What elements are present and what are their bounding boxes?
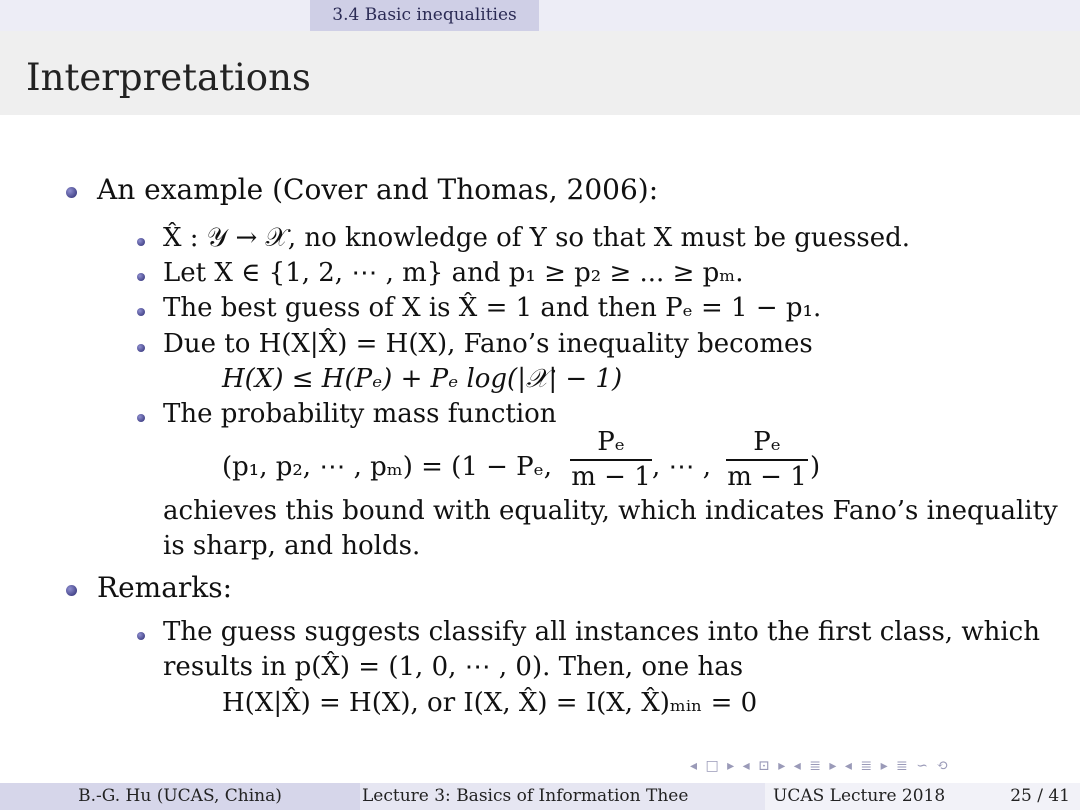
bullet-icon [137, 273, 145, 281]
sub-item-fano: Due to H(X|X̂) = H(X), Fano’s inequality becomes [163, 329, 813, 359]
pmf-separator: , ⋯ , [652, 452, 712, 482]
footer-venue: UCAS Lecture 2018 [765, 783, 1080, 810]
bullet-icon [137, 632, 145, 640]
sub-item-let: Let X ∈ {1, 2, ⋯ , m} and p₁ ≥ p₂ ≥ ... ≥ pₘ. [163, 258, 744, 288]
pmf-fraction-1 [570, 427, 652, 492]
fraction-numerator: Pₑ [753, 427, 781, 457]
beamer-navigation-icons[interactable]: ◂ □ ▸ ◂ ⊡ ▸ ◂ ≣ ▸ ◂ ≣ ▸ ≣ ∽ ⟲ [690, 758, 951, 774]
section-tab[interactable]: 3.4 Basic inequalities [310, 0, 539, 31]
bullet-icon [66, 187, 77, 198]
bullet-icon [137, 308, 145, 316]
pmf-fraction-2 [726, 427, 808, 492]
fraction-bar [726, 459, 808, 461]
remark-guess: The guess suggests classify all instances into the first class, which [163, 617, 1040, 647]
bullet-example: An example (Cover and Thomas, 2006): [97, 173, 659, 206]
fraction-denominator: m − 1 [571, 461, 651, 492]
footer-lecture: Lecture 3: Basics of Information Thee [360, 783, 767, 810]
bullet-icon [66, 585, 77, 596]
fraction-denominator: m − 1 [727, 461, 807, 492]
bullet-icon [137, 344, 145, 352]
slide-title: Interpretations [26, 56, 311, 99]
pmf-left: (p₁, p₂, ⋯ , pₘ) = (1 − Pₑ, [222, 452, 553, 482]
pmf-close: ) [810, 452, 821, 482]
bullet-icon [137, 238, 145, 246]
fraction-numerator: Pₑ [597, 427, 625, 457]
sub-item-best-guess: The best guess of X is X̂ = 1 and then Pₑ = 1 − p₁. [163, 293, 822, 323]
footer-author: B.-G. Hu (UCAS, China) [0, 783, 360, 810]
remark-results: results in p(X̂) = (1, 0, ⋯ , 0). Then, one has [163, 652, 744, 682]
bullet-icon [137, 414, 145, 422]
sub-item-pmf: The probability mass function [163, 399, 557, 429]
remark-equation: H(X|X̂) = H(X), or I(X, X̂) = I(X, X̂)ₘᵢₙ = 0 [222, 688, 758, 718]
footer-page: 25 / 41 [1010, 786, 1070, 806]
sub-item-sharp: is sharp, and holds. [163, 531, 421, 561]
bullet-remarks: Remarks: [97, 571, 233, 604]
sub-item-achieves: achieves this bound with equality, which indicates Fano’s inequality [163, 496, 1058, 526]
fano-equation: H(X) ≤ H(Pₑ) + Pₑ log(|𝒳| − 1) [222, 364, 623, 394]
footer-bar [0, 783, 1080, 810]
fraction-bar [570, 459, 652, 461]
sub-item-guess: X̂ : 𝒴 → 𝒳, no knowledge of Y so that X must be guessed. [163, 223, 911, 253]
